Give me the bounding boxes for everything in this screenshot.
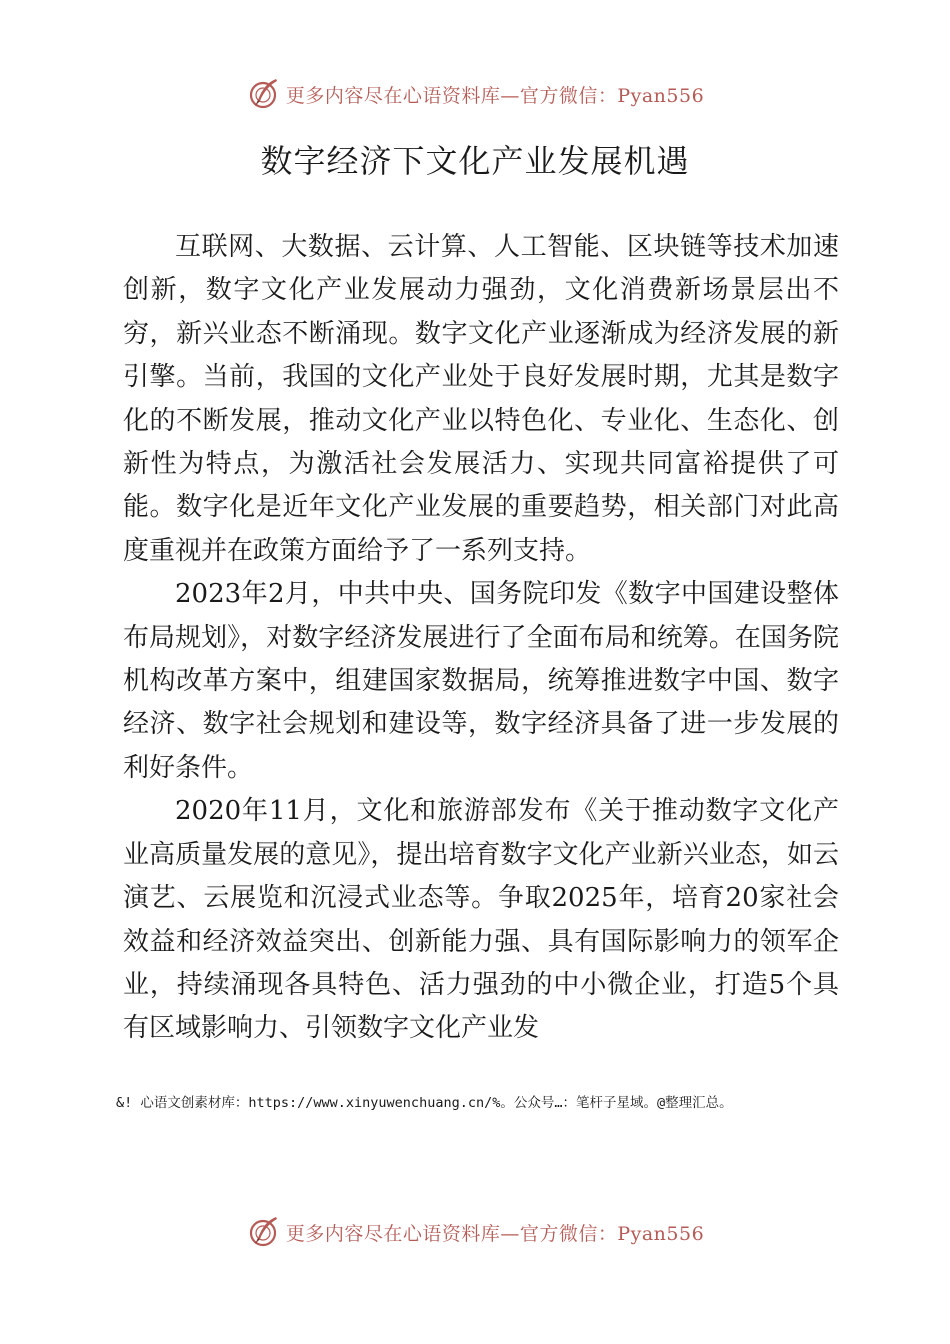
footer-banner-text: 更多内容尽在心语资料库—官方微信：Pyan556 xyxy=(285,1222,705,1245)
paragraph-1: 互联网、大数据、云计算、人工智能、区块链等技术加速创新，数字文化产业发展动力强劲，文化消费新场景层出不穷，新兴业态不断涌现。数字文化产业逐渐成为经济发展的新引擎。当前，我国的文化产业处于良好发展时期，尤其是数字化的不断发展，推动文化产业以特色化、专业化、生态化、创新性为特点，为激活社会发展活力、实现共同富裕提供了可能。数字化是近年文化产业发展的重要趋势，相关部门对此高度重视并在政策方面给予了一系列支持。 xyxy=(123,232,839,566)
footer-banner xyxy=(0,1212,950,1252)
quill-pen-logo-icon xyxy=(246,76,282,112)
header-banner-text: 更多内容尽在心语资料库—官方微信：Pyan556 xyxy=(285,84,705,107)
quill-pen-logo-icon xyxy=(246,1214,282,1250)
source-note: &! 心语文创素材库：https://www.xinyuwenchuang.cn/%。公众号…：笔杆子星域。@整理汇总。 xyxy=(116,1095,733,1111)
document-body xyxy=(123,226,839,1051)
paragraph-3: 2020年11月，文化和旅游部发布《关于推动数字文化产业高质量发展的意见》，提出培育数字文化产业新兴业态，如云演艺、云展览和沉浸式业态等。争取2025年，培育20家社会效益和经济效益突出、创新能力强、具有国际影响力的领军企业，持续涌现各具特色、活力强劲的中小微企业，打造5个具有区域影响力、引领数字文化产业发 xyxy=(123,796,839,1044)
header-banner xyxy=(0,74,950,114)
document-title: 数字经济下文化产业发展机遇 xyxy=(260,142,690,180)
paragraph-2: 2023年2月，中共中央、国务院印发《数字中国建设整体布局规划》，对数字经济发展进行了全面布局和统筹。在国务院机构改革方案中，组建国家数据局，统筹推进数字中国、数字经济、数字社会规划和建设等，数字经济具备了进一步发展的利好条件。 xyxy=(123,579,839,783)
